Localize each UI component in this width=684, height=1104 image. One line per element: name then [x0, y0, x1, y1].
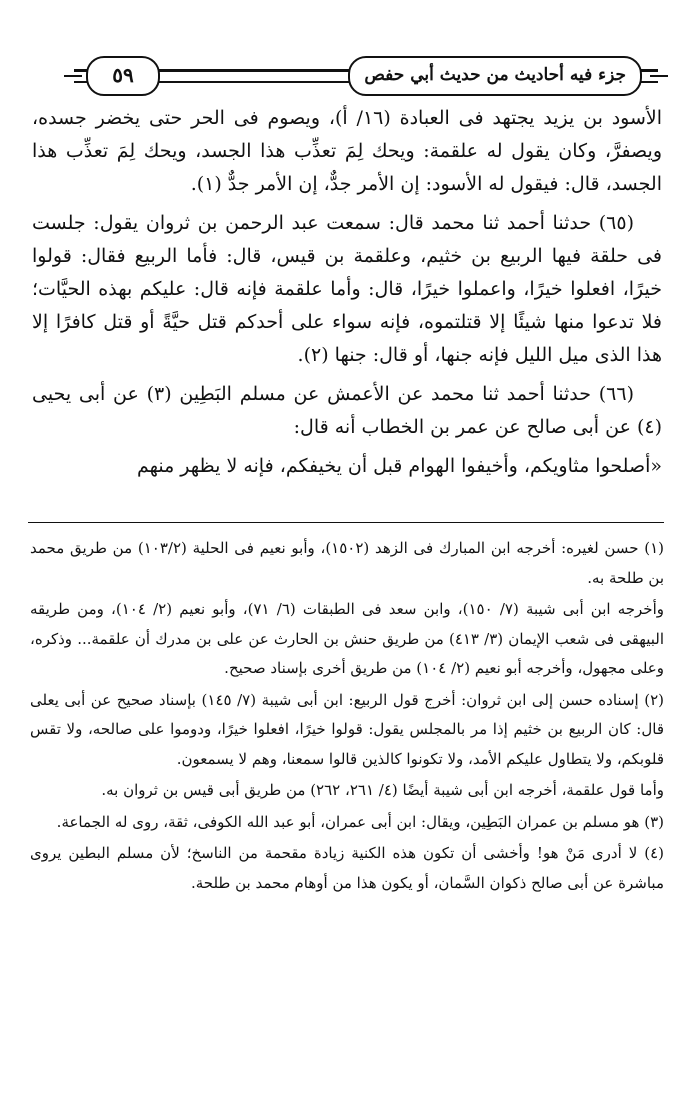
footnote-1-continuation: وأخرجه ابن أبى شيبة (٧/ ١٥٠)، وابن سعد فى الطبقات (٦/ ٧١)، وأبو نعيم (٢/ ١٠٤)، ومن طريقه البيهقى فى شعب الإيمان (٣/ ٤١٣) من طريق حنش بن الحارث عن على بن مدرك أن علقمة... وذكره، وعلى مجهول، وأخرجه أبو نعيم (٢/ ١٠٤) من طريق أخرى بإسناد صحيح. — [30, 600, 664, 677]
page-number: ٥٩ — [86, 56, 160, 96]
page-header — [64, 54, 668, 100]
hadith-66-text: «أصلحوا مثاويكم، وأخيفوا الهوام قبل أن يخيفكم، فإنه لا يظهر منهم — [136, 455, 662, 477]
footnotes — [30, 534, 664, 898]
footnote-3: (٣) هو مسلم بن عمران البَطِين، ويقال: ابن أبى عمران، أبو عبد الله الكوفى، ثقة، روى له الجماعة. — [56, 812, 664, 831]
footnote-divider — [28, 522, 664, 523]
main-text — [32, 102, 662, 489]
running-title: جزء فيه أحاديث من حديث أبي حفص — [348, 56, 642, 96]
hadith-65: (٦٥) حدثنا أحمد ثنا محمد قال: سمعت عبد الرحمن بن ثروان يقول: جلست فى حلقة فيها الربيع بن خثيم، وعلقمة بن قيس، قال: فأما الربيع فقال: قولوا خيرًا، افعلوا خيرًا، واعملوا خيرًا، قال: وأما علقمة فإنه قال: عليكم بهذه الحيَّات؛ فلا تدعوا منها شيئًا إلا قتلتموه، فإنه سواء على أحدكم قتل حيَّةً أو قتل كافرًا إلا هذا الذى ميل الليل فإنه جنها، أو قال: جنها (٢). — [32, 212, 662, 366]
header-rule-end-left — [64, 75, 82, 77]
paragraph-continuation: الأسود بن يزيد يجتهد فى العبادة (١٦/ أ)، ويصوم فى الحر حتى يخضر جسده، ويصفرَّ، وكان يقول له علقمة: ويحك لِمَ تعذِّب هذا الجسد، ويحك لِمَ تعذِّب هذا الجسد، قال: فيقول له الأسود: إن الأمر جدٌّ، إن الأمر جدٌّ (١). — [32, 107, 663, 195]
footnote-2-continuation: وأما قول علقمة، أخرجه ابن أبى شيبة أيضًا (٤/ ٢٦١، ٢٦٢) من طريق أبى قيس بن ثروان به. — [101, 781, 664, 799]
footnote-1: (١) حسن لغيره: أخرجه ابن المبارك فى الزهد (١٥٠٢)، وأبو نعيم فى الحلية (١٠٣/٢) من طريق محمد بن طلحة به. — [30, 539, 664, 587]
footnote-2: (٢) إسناده حسن إلى ابن ثروان: أخرج قول الربيع: ابن أبى شيبة (٧/ ١٤٥) بإسناد صحيح عن أبى يعلى قال: كان الربيع بن خثيم إذا مر بالمجلس يقول: قولوا خيرًا، افعلوا خيرًا، ودوموا على صالحه، ولا تقس قلوبكم، ولا يتطاول عليكم الأمد، ولا تكونوا كالذين قالوا سمعنا، وهم لا يسمعون. — [30, 690, 664, 768]
footnote-4: (٤) لا أدرى مَنْ هو! وأخشى أن تكون هذه الكنية زيادة مقحمة من الناسخ؛ لأن مسلم البطين يروى مباشرة عن أبى صالح ذكوان السَّمان، أو يكون هذا من أوهام محمد بن طلحة. — [30, 844, 664, 892]
header-rule-end-right — [650, 75, 668, 77]
hadith-66: (٦٦) حدثنا أحمد ثنا محمد عن الأعمش عن مسلم البَطِين (٣) عن أبى يحيى (٤) عن أبى صالح عن عمر بن الخطاب أنه قال: — [32, 383, 662, 438]
